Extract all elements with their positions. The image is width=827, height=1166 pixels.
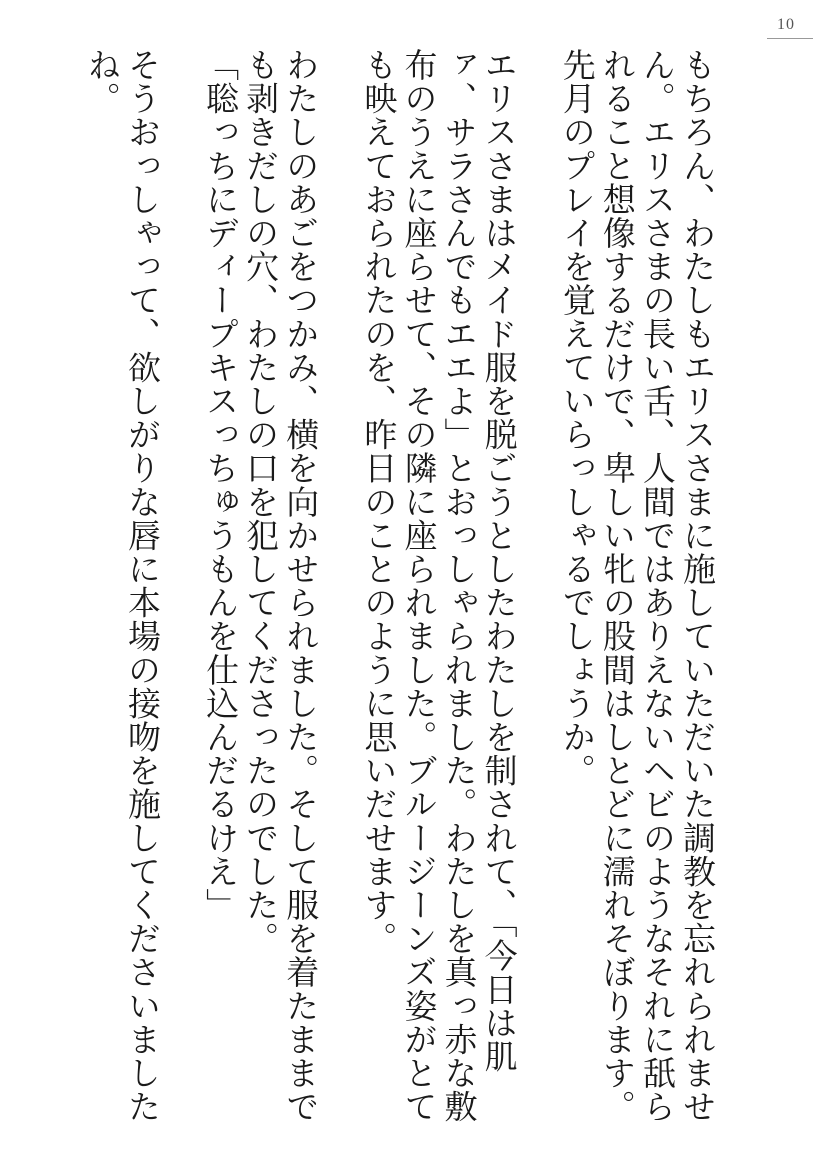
page-number-underline [767, 38, 813, 39]
paragraph-1: もちろん、わたしもエリスさまに施していただいた調教を忘れられません。エリスさまの長い舌、人間ではありえないヘビのようなそれに舐られること想像するだけで、卑しい牝の股間はしとどに濡れそぼります。 [597, 48, 717, 1124]
paragraph-4: わたしのあごをつかみ、横を向かせられました。そして服を着たままでも剥きだしの穴、わたしの口を犯してくださったのでした。 [241, 48, 321, 1124]
paragraph-3: エリスさまはメイド服を脱ごうとしたわたしを制されて、「今日は肌ァ、サラさんでもエエよ」とおっしゃられました。わたしを真っ赤な敷布のうえに座らせて、その隣に座られました。ブルージーンズ姿がとても映えておられたのを、昨日のことのように思いだせます。 [359, 48, 519, 1124]
paragraph-6: そうおっしゃって、欲しがりな唇に本場の接吻を施してくださいましたね。 [82, 48, 162, 1124]
vertical-body-text [82, 48, 717, 1128]
paragraph-2: 先月のプレイを覚えていらっしゃるでしょうか。 [557, 48, 597, 788]
paragraph-5: 「聡っちにディープキスっちゅうもんを仕込んだるけえ」 [201, 48, 241, 922]
page-number: 10 [777, 16, 795, 33]
